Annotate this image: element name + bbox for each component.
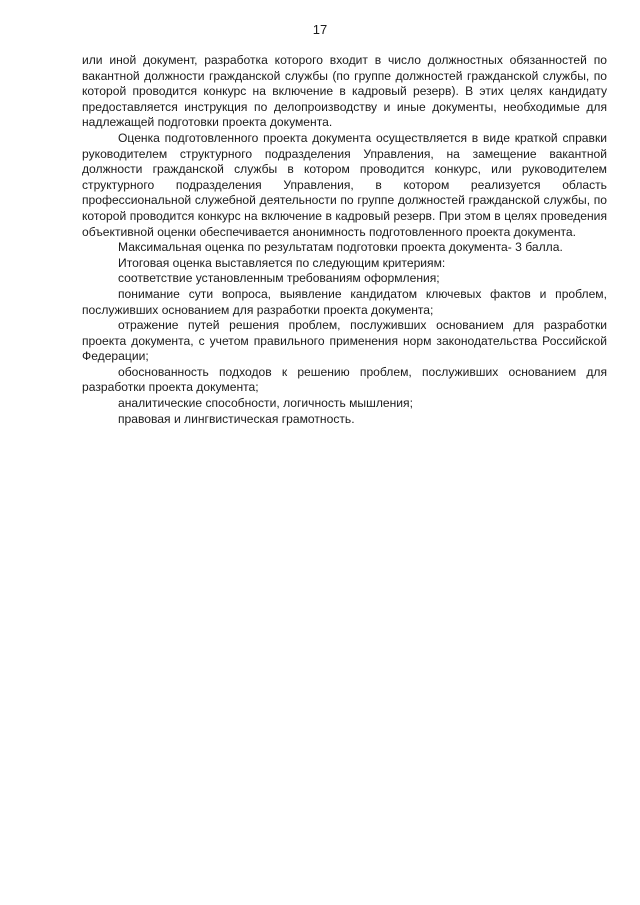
criterion-literacy: правовая и лингвистическая грамотность. <box>118 411 355 426</box>
paragraph-max-score: Максимальная оценка по результатам подготовки проекта документа- 3 балла. <box>118 240 563 255</box>
paragraph-criteria-intro: Итоговая оценка выставляется по следующим критериям: <box>118 255 446 270</box>
paragraph-assessment: Оценка подготовленного проекта документа осуществляется в виде краткой справки руководителем структурного подразделения Управления, на замещение вакантной должности гражданской службы в котором проводится конкурс, или руководителем структурного подразделения Управления, в котором реализуется область профессиональной служебной деятельности по группе должностей гражданской службы, по которой проводится конкурс на включение в кадровый резерв. При этом в целях проведения объективной оценки обеспечивается анонимность подготовленного проекта документа. <box>82 130 607 239</box>
criterion-formatting: соответствие установленным требованиям оформления; <box>118 271 440 286</box>
criterion-analytical: аналитические способности, логичность мышления; <box>118 396 413 411</box>
criterion-solutions: отражение путей решения проблем, послуживших основанием для разработки проекта документа, с учетом правильного применения норм законодательства Российской Федерации; <box>82 318 607 364</box>
paragraph-continuation: или иной документ, разработка которого входит в число должностных обязанностей по вакантной должности гражданской службы (по группе должностей гражданской службы, по которой проводится конкурс на включение в кадровый резерв). В этих целях кандидату предоставляется инструкция по делопроизводству и иные документы, необходимые для надлежащей подготовки проекта документа. <box>82 53 607 130</box>
criterion-understanding: понимание сути вопроса, выявление кандидатом ключевых фактов и проблем, послуживших основанием для разработки проекта документа; <box>82 286 607 317</box>
document-body <box>82 53 607 427</box>
page-number: 17 <box>312 22 328 37</box>
criterion-justification: обоснованность подходов к решению проблем, послуживших основанием для разработки проекта документа; <box>82 364 607 395</box>
